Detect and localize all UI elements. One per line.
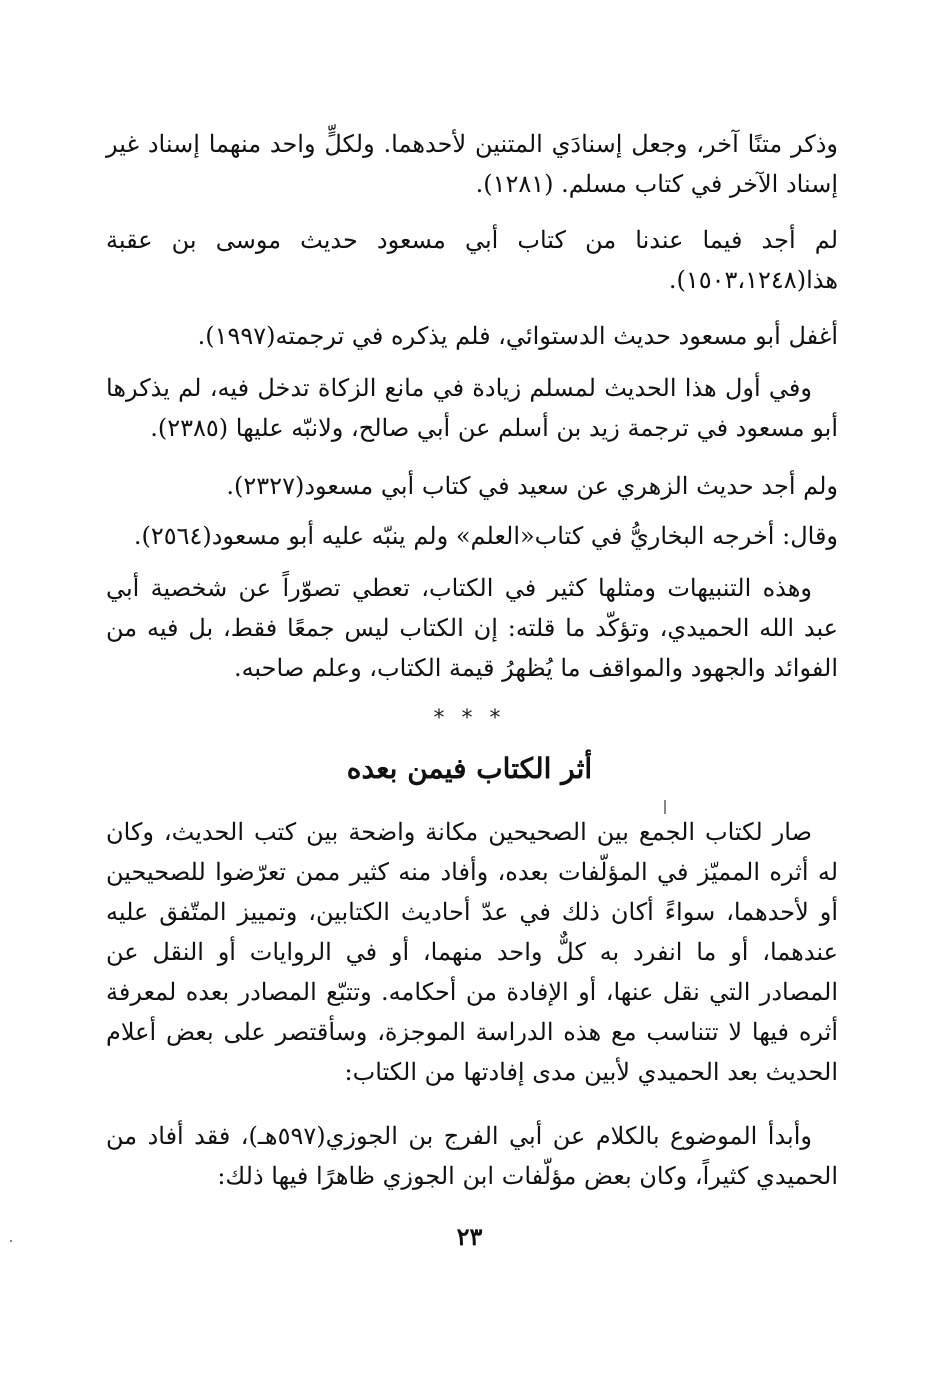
paragraph-block xyxy=(106,568,838,688)
paragraph-block xyxy=(106,124,838,204)
paragraph: وقال: أخرجه البخاريُّ في كتاب«العلم» ولم ينبّه عليه أبو مسعود(٢٥٦٤). xyxy=(133,522,838,550)
page-number: ٢٣ xyxy=(456,1222,483,1251)
paragraph: وذكر متنًا آخر، وجعل إسنادَي المتنين لأحدهما. ولكلٍّ واحد منهما إسناد غير إسناد الآخر في كتاب مسلم. (١٢٨١). xyxy=(106,130,838,198)
section-heading: أثر الكتاب فيمن بعده xyxy=(346,752,593,785)
paragraph: أغفل أبو مسعود حديث الدستوائي، فلم يذكره في ترجمته(١٩٩٧). xyxy=(197,322,838,350)
section-separator: * * * xyxy=(433,706,506,731)
paragraph-block xyxy=(106,1116,838,1196)
paragraph: لم أجد فيما عندنا من كتاب أبي مسعود حديث موسى بن عقبة هذا(١٥٠٣،١٢٤٨). xyxy=(106,226,839,294)
paragraph-block xyxy=(106,516,838,556)
paragraph-block xyxy=(106,466,838,506)
paragraph-block xyxy=(106,220,838,300)
paragraph-block xyxy=(106,812,838,1092)
paragraph: وأبدأ الموضوع بالكلام عن أبي الفرج بن الجوزي(٥٩٧هـ)، فقد أفاد من الحميدي كثيراً، وكان بعض مؤلّفات ابن الجوزي ظاهرًا فيها ذلك: xyxy=(106,1122,838,1190)
paragraph-block xyxy=(106,368,838,448)
paragraph: وفي أول هذا الحديث لمسلم زيادة في مانع الزكاة تدخل فيه، لم يذكرها أبو مسعود في ترجمة زيد بن أسلم عن أبي صالح، ولانبّه عليها (٢٣٨٥). xyxy=(106,374,838,442)
paragraph: صار لكتاب الجمع بين الصحيحين مكانة واضحة بين كتب الحديث، وكان له أثره المميّز في المؤلّفات بعده، وأفاد منه كثير ممن تعرّضوا للصحيحين أو لأحدهما، سواءً أكان ذلك في عدّ أحاديث الكتابين، وتمييز المتّفق عليه عندهما، أو ما انفرد به كلٌّ واحد منهما، أو في الروايات أو النقل عن المصادر التي نقل عنها، أو الإفادة من أحكامه. وتتبّع المصادر بعده لمعرفة أثره فيها لا تتناسب مع هذه الدراسة الموجزة، وسأقتصر على بعض أعلام الحديث بعد الحميدي لأبين مدى إفادتها من الكتاب: xyxy=(106,818,839,1086)
paragraph-block xyxy=(106,316,838,356)
paragraph: ولم أجد حديث الزهري عن سعيد في كتاب أبي مسعود(٢٣٢٧). xyxy=(226,472,838,500)
paragraph: وهذه التنبيهات ومثلها كثير في الكتاب، تعطي تصوّراً عن شخصية أبي عبد الله الحميدي، وتؤكّد ما قلته: إن الكتاب ليس جمعًا فقط، بل فيه من الفوائد والجهود والمواقف ما يُظهرُ قيمة الكتاب، وعلم صاحبه. xyxy=(106,574,839,682)
